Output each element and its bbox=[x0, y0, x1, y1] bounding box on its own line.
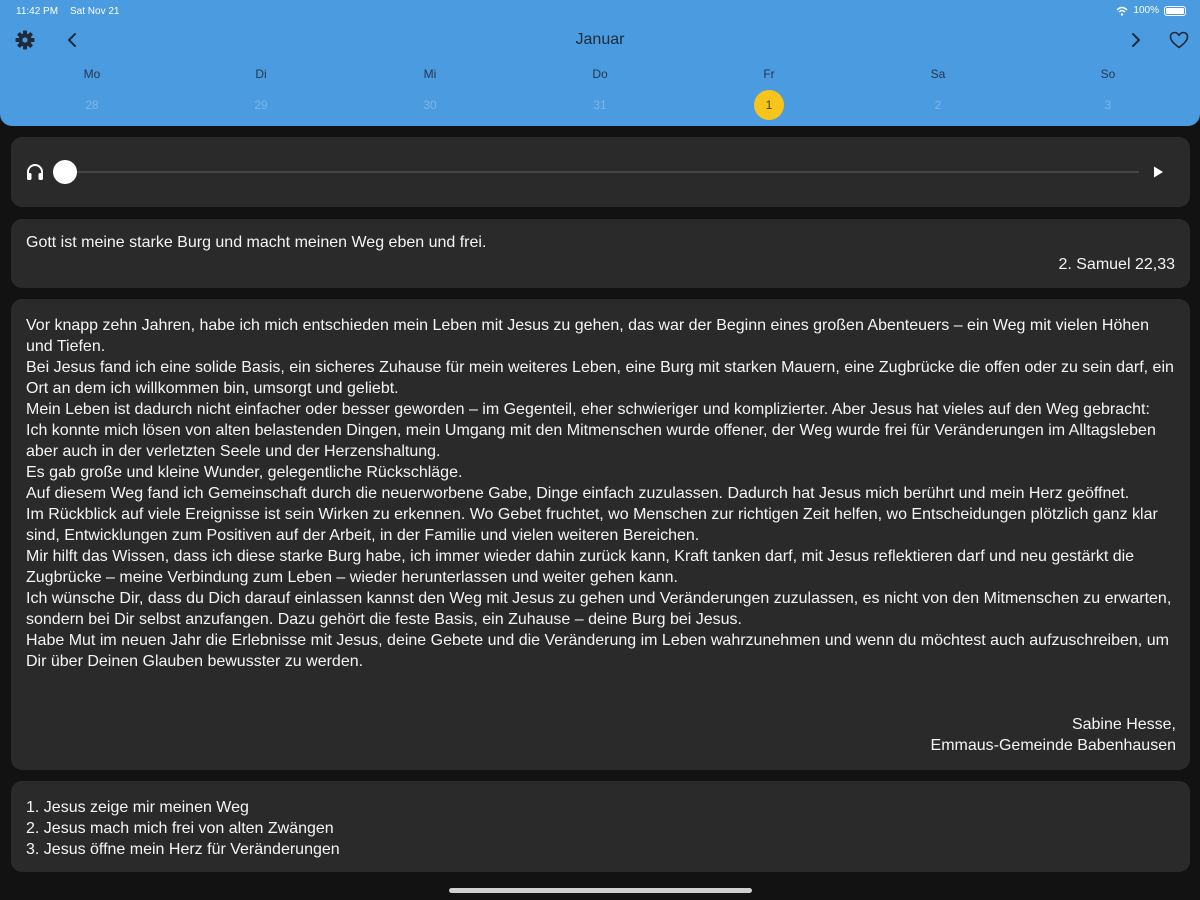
chevron-right-icon bbox=[1130, 32, 1142, 48]
status-indicators bbox=[1116, 5, 1186, 16]
day-thursday[interactable] bbox=[570, 64, 630, 120]
day-friday[interactable] bbox=[739, 64, 799, 120]
devotion-paragraph: Ich konnte mich lösen von alten belastenden Dingen, mein Umgang mit den Mitmenschen wurde offener, der Weg wurde frei für Veränderungen im Alltagsleben aber auch in der verletzten Seele und der Herzenshaltung. bbox=[26, 422, 1156, 460]
day-number: 29 bbox=[254, 98, 268, 112]
verse-reference: 2. Samuel 22,33 bbox=[1058, 256, 1175, 273]
prayer-item: 3. Jesus öffne mein Herz für Veränderungen bbox=[26, 841, 340, 858]
day-number: 31 bbox=[593, 98, 607, 112]
favorite-button[interactable] bbox=[1166, 28, 1192, 52]
headphones-icon bbox=[25, 162, 45, 182]
author-name: Sabine Hesse, bbox=[1071, 716, 1176, 733]
devotion-paragraph: Habe Mut im neuen Jahr die Erlebnisse mit Jesus, deine Gebete und die Veränderung im Leben wahrzunehmen und wenn du möchtest auch aufzuschreiben, um Dir über Deinen Glauben bewusster zu werden. bbox=[26, 632, 1169, 670]
calendar-header bbox=[0, 0, 1200, 126]
prayer-list bbox=[26, 797, 340, 860]
day-name: Fr bbox=[763, 67, 775, 81]
month-title: Januar bbox=[575, 31, 625, 48]
devotion-card bbox=[11, 299, 1190, 770]
audio-progress-track[interactable] bbox=[67, 171, 1139, 173]
status-time: 11:42 PM bbox=[16, 6, 59, 17]
author-organization: Emmaus-Gemeinde Babenhausen bbox=[930, 737, 1176, 754]
day-wednesday[interactable] bbox=[400, 64, 460, 120]
prayer-item: 1. Jesus zeige mir meinen Weg bbox=[26, 799, 249, 816]
gear-icon bbox=[15, 30, 35, 50]
verse-text: Gott ist meine starke Burg und macht meinen Weg eben und frei. bbox=[26, 234, 487, 251]
devotion-text bbox=[26, 315, 1177, 672]
next-week-button[interactable] bbox=[1124, 28, 1148, 52]
prayer-points-card bbox=[11, 781, 1190, 872]
verse-card bbox=[11, 219, 1190, 288]
devotion-paragraph: Es gab große und kleine Wunder, gelegentliche Rückschläge. bbox=[26, 464, 463, 481]
status-bar bbox=[0, 0, 1200, 22]
day-name: Do bbox=[592, 67, 608, 81]
wifi-icon bbox=[1116, 6, 1128, 16]
heart-icon bbox=[1169, 31, 1189, 49]
devotion-paragraph: Im Rückblick auf viele Ereignisse ist sein Wirken zu erkennen. Wo Gebet fruchtet, wo Menschen zur richtigen Zeit helfen, wo Entscheidungen plötzlich ganz klar sind, Entwicklungen zum Positiven auf der Arbeit, in der Familie und vielen weiteren Bereichen. bbox=[26, 506, 1158, 544]
previous-week-button[interactable] bbox=[60, 28, 84, 52]
devotion-paragraph: Mein Leben ist dadurch nicht einfacher oder besser geworden – im Gegenteil, eher schwieriger und komplizierter. Aber Jesus hat vieles auf den Weg gebracht: bbox=[26, 401, 1150, 418]
audio-player bbox=[11, 137, 1190, 207]
day-name: Mo bbox=[83, 67, 101, 81]
day-sunday[interactable] bbox=[1078, 64, 1138, 120]
author-signature bbox=[931, 714, 1176, 756]
day-monday[interactable] bbox=[62, 64, 122, 120]
status-date: Sat Nov 21 bbox=[70, 6, 120, 17]
devotion-paragraph: Bei Jesus fand ich eine solide Basis, ein sicheres Zuhause für mein weiteres Leben, eine Burg mit starken Mauern, eine Zugbrücke die offen oder zu sein darf, ein Ort an dem ich willkommen bin, umsorgt und geliebt. bbox=[26, 359, 1174, 397]
day-number-selected: 1 bbox=[754, 90, 784, 120]
devotion-paragraph: Auf diesem Weg fand ich Gemeinschaft durch die neuerworbene Gabe, Dinge einfach zuzulassen. Dadurch hat Jesus mich berührt und mein Herz geöffnet. bbox=[26, 485, 1130, 502]
day-number: 2 bbox=[934, 98, 942, 112]
home-indicator[interactable] bbox=[449, 888, 752, 893]
prayer-item: 2. Jesus mach mich frei von alten Zwängen bbox=[26, 820, 334, 837]
day-saturday[interactable] bbox=[908, 64, 968, 120]
play-button[interactable] bbox=[1147, 161, 1169, 183]
day-number: 28 bbox=[85, 98, 99, 112]
day-name: So bbox=[1100, 67, 1116, 81]
devotion-paragraph: Vor knapp zehn Jahren, habe ich mich entschieden mein Leben mit Jesus zu gehen, das war der Beginn eines großen Abenteuers – ein Weg mit vielen Höhen und Tiefen. bbox=[26, 317, 1150, 355]
day-number: 3 bbox=[1104, 98, 1112, 112]
audio-progress-knob[interactable] bbox=[53, 160, 77, 184]
day-number: 30 bbox=[423, 98, 437, 112]
day-tuesday[interactable] bbox=[231, 64, 291, 120]
devotion-paragraph: Ich wünsche Dir, dass du Dich darauf einlassen kannst den Weg mit Jesus zu gehen und Veränderungen zuzulassen, es nicht von den Mitmenschen zu erwarten, sondern bei Dir selbst anzufangen. Dazu gehört die feste Basis, ein Zuhause – deine Burg bei Jesus. bbox=[26, 590, 1172, 628]
day-name: Mi bbox=[423, 67, 437, 81]
devotion-paragraph: Mir hilft das Wissen, dass ich diese starke Burg habe, ich immer wieder dahin zurück kann, Kraft tanken darf, mit Jesus reflektieren darf und neu gestärkt die Zugbrücke – meine Verbindung zum Leben – wieder herunterlassen und weiter gehen kann. bbox=[26, 548, 1135, 586]
battery-icon bbox=[1164, 6, 1186, 16]
day-name: Sa bbox=[930, 67, 946, 81]
day-name: Di bbox=[255, 67, 267, 81]
settings-button[interactable] bbox=[14, 29, 36, 51]
chevron-left-icon bbox=[66, 32, 78, 48]
battery-percent: 100% bbox=[1133, 5, 1159, 16]
play-icon bbox=[1152, 165, 1164, 179]
